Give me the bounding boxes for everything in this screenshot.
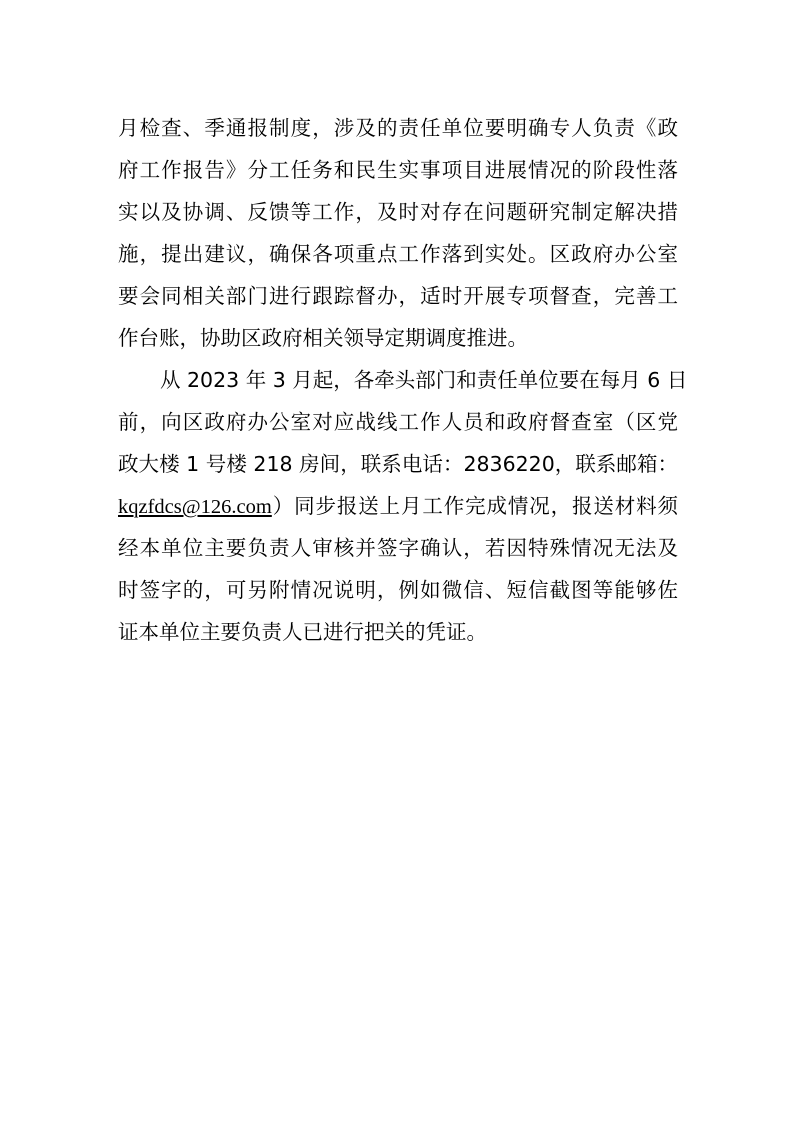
- paragraph-line: 前，向区政府办公室对应战线工作人员和政府督查室（区党: [118, 410, 678, 434]
- paragraph-line: 作台账，协助区政府相关领导定期调度推进。: [118, 326, 528, 350]
- paragraph-line: 府工作报告》分工任务和民生实事项目进展情况的阶段性落: [118, 158, 678, 182]
- paragraph-line: 时签字的，可另附情况说明，例如微信、短信截图等能够佐: [118, 578, 678, 602]
- paragraph-line: 证本单位主要负责人已进行把关的凭证。: [118, 620, 487, 644]
- paragraph-1: [118, 107, 678, 359]
- paragraph-line: 施，提出建议，确保各项重点工作落到实处。区政府办公室: [118, 242, 678, 266]
- contact-email-link[interactable]: kqzfdcs@126.com: [118, 496, 272, 518]
- paragraph-line: 经本单位主要负责人审核并签字确认，若因特殊情况无法及: [118, 536, 678, 560]
- paragraph-line-with-email: [118, 485, 678, 527]
- paragraph-line: 要会同相关部门进行跟踪督办，适时开展专项督查，完善工: [118, 284, 678, 308]
- document-body: [118, 107, 688, 653]
- paragraph-line: 政大楼 1 号楼 218 房间，联系电话：2836220，联系邮箱：: [118, 452, 678, 476]
- paragraph-line: 从 2023 年 3 月起，各牵头部门和责任单位要在每月 6 日: [160, 368, 688, 392]
- paragraph-2: [118, 359, 688, 653]
- paragraph-line: 月检查、季通报制度，涉及的责任单位要明确专人负责《政: [118, 116, 678, 140]
- paragraph-text-segment: ）同步报送上月工作完成情况，报送材料须: [271, 494, 678, 518]
- paragraph-line: 实以及协调、反馈等工作，及时对存在问题研究制定解决措: [118, 200, 678, 224]
